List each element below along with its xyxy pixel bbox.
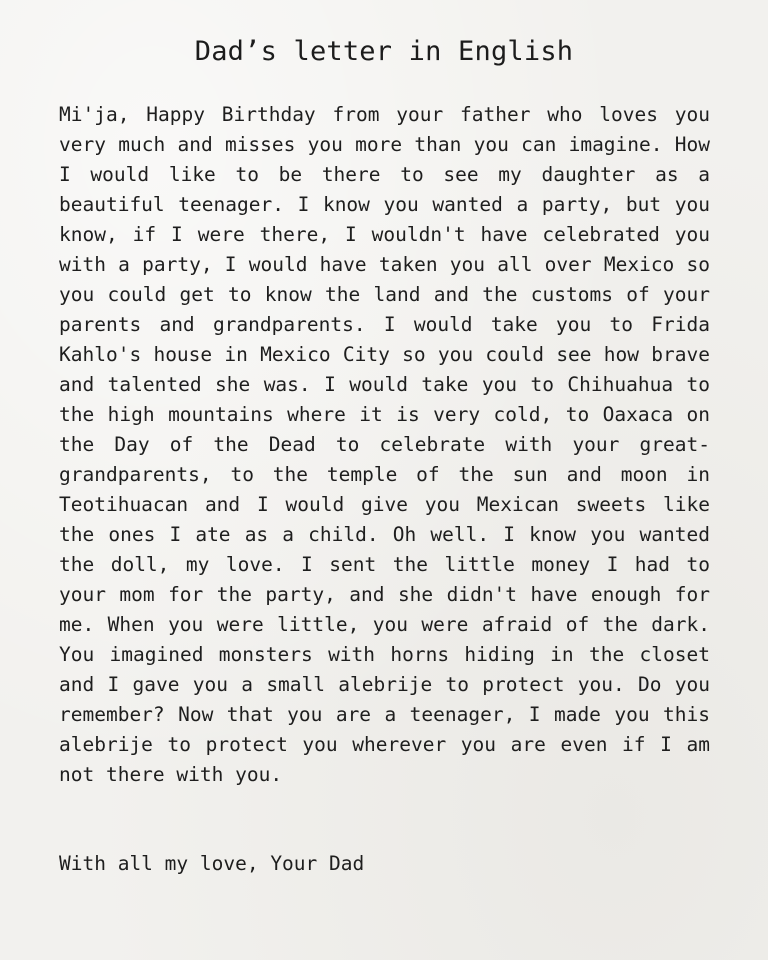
letter-body: Mi'ja, Happy Birthday from your father who loves you very much and misses you more than you can imagine. How I would like to be there to see my daughter as a beautiful teenager. I know you wanted a party, but you know, if I were there, I wouldn't have celebrated you with a party, I would have taken you all over Mexico so you could get to know the land and the customs of your parents and grandparents. I would take you to Frida Kahlo's house in Mexico City so you could see how brave and talented she was. I would take you to Chihuahua to the high mountains where it is very cold, to Oaxaca on the Day of the Dead to celebrate with your great-grandparents, to the temple of the sun and moon in Teotihuacan and I would give you Mexican sweets like the ones I ate as a child. Oh well. I know you wanted the doll, my love. I sent the little money I had to your mom for the party, and she didn't have enough for me. When you were little, you were afraid of the dark. You imagined monsters with horns hiding in the closet and I gave you a small alebrije to protect you. Do you remember? Now that you are a teenager, I made you this alebrije to protect you wherever you are even if I am not there with you.	[59, 103, 710, 786]
letter-signature: With all my love, Your Dad	[59, 852, 365, 875]
letter-title: Dad’s letter in English	[194, 36, 574, 67]
